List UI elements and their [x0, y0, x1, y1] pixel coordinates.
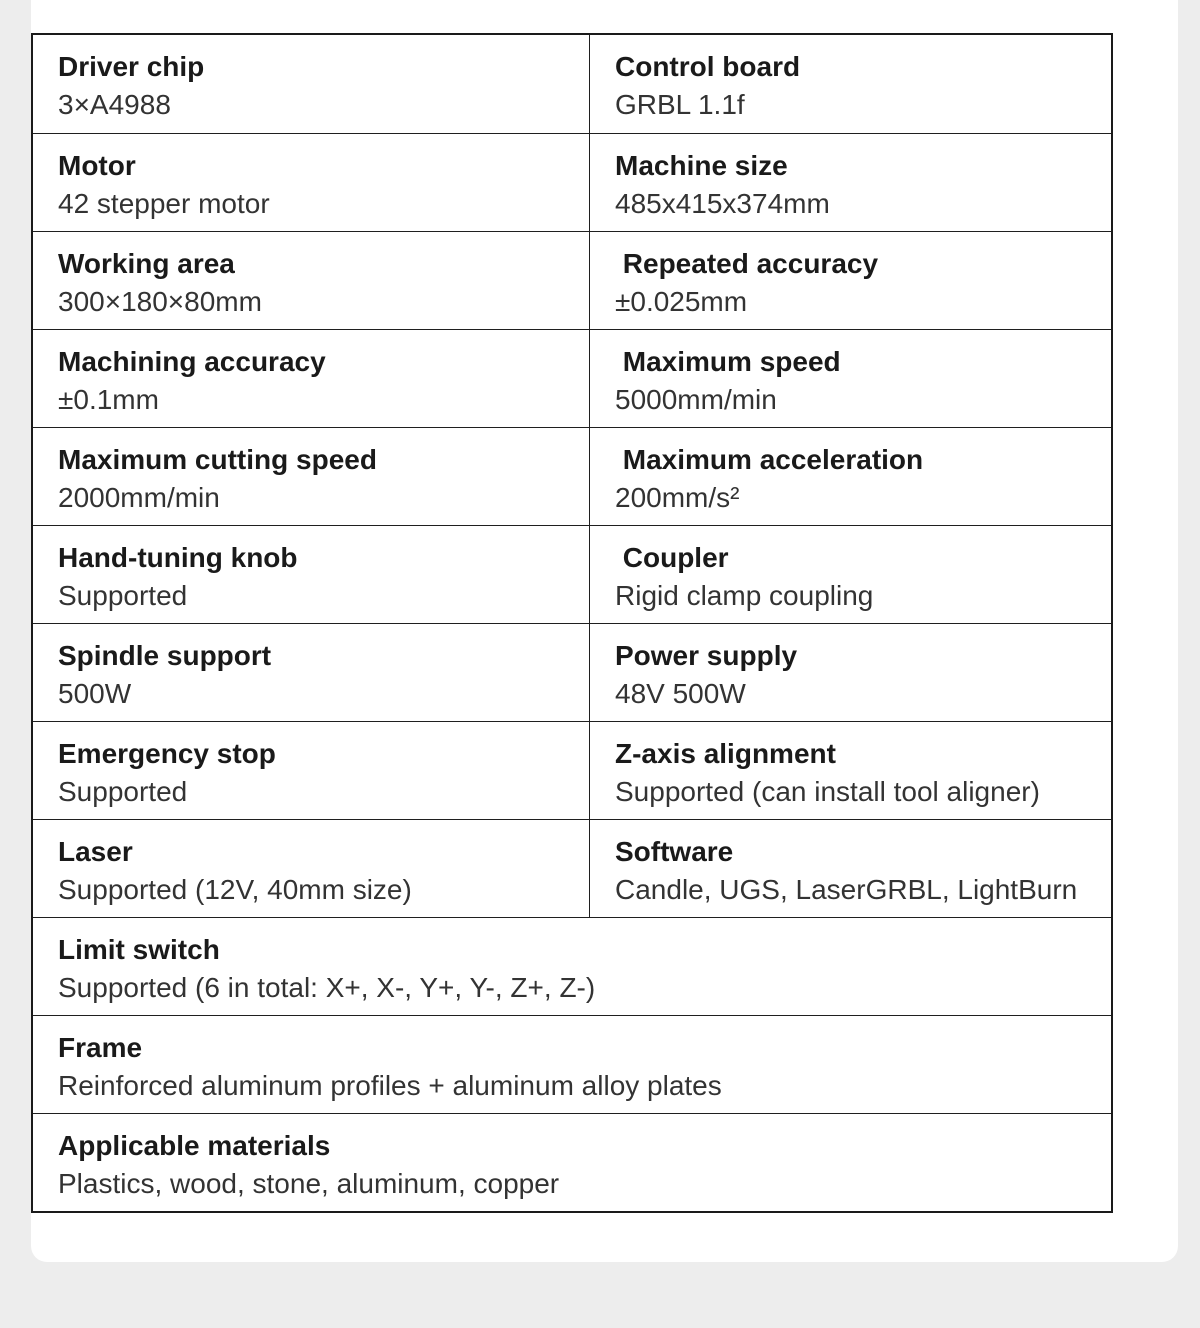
spec-value: Supported: [58, 580, 188, 611]
spec-label: Frame: [58, 1032, 143, 1063]
spec-label: Z-axis alignment: [615, 738, 836, 769]
spec-value: GRBL 1.1f: [615, 89, 745, 120]
table-row: [33, 329, 1111, 427]
spec-value: 485x415x374mm: [615, 188, 830, 219]
table-row: [33, 917, 1111, 1015]
spec-label: Machining accuracy: [58, 346, 326, 377]
spec-cell-frame: [33, 1016, 1111, 1113]
spec-label: Working area: [58, 248, 235, 279]
spec-value: Supported (12V, 40mm size): [58, 874, 412, 905]
spec-value: 200mm/s²: [615, 482, 740, 513]
spec-label: Repeated accuracy: [615, 248, 879, 279]
spec-label: Limit switch: [58, 934, 220, 965]
spec-cell-power-supply: [589, 624, 1111, 721]
spec-cell-limit-switch: [33, 918, 1111, 1015]
table-row: [33, 721, 1111, 819]
spec-cell-machining-accuracy: [33, 330, 589, 427]
spec-value: 3×A4988: [58, 89, 171, 120]
table-row: [33, 819, 1111, 917]
spec-value: Rigid clamp coupling: [615, 580, 874, 611]
spec-value: Supported (6 in total: X+, X-, Y+, Y-, Z+, Z-): [58, 972, 596, 1003]
spec-label: Maximum acceleration: [615, 444, 924, 475]
spec-cell-machine-size: [589, 134, 1111, 231]
spec-cell-driver-chip: [33, 35, 589, 133]
spec-cell-applicable-materials: [33, 1114, 1111, 1211]
spec-label: Spindle support: [58, 640, 272, 671]
spec-value: 300×180×80mm: [58, 286, 262, 317]
spec-value: ±0.025mm: [615, 286, 748, 317]
spec-label: Software: [615, 836, 734, 867]
spec-cell-laser: [33, 820, 589, 917]
spec-cell-control-board: [589, 35, 1111, 133]
spec-cell-motor: [33, 134, 589, 231]
spec-cell-coupler: [589, 526, 1111, 623]
spec-cell-emergency-stop: [33, 722, 589, 819]
spec-cell-repeated-accuracy: [589, 232, 1111, 329]
table-row: [33, 427, 1111, 525]
spec-cell-working-area: [33, 232, 589, 329]
spec-cell-maximum-cutting-speed: [33, 428, 589, 525]
spec-label: Control board: [615, 51, 801, 82]
table-row: [33, 525, 1111, 623]
spec-value: 500W: [58, 678, 132, 709]
spec-cell-hand-tuning-knob: [33, 526, 589, 623]
spec-table: [31, 33, 1113, 1213]
spec-label: Hand-tuning knob: [58, 542, 298, 573]
spec-cell-maximum-acceleration: [589, 428, 1111, 525]
spec-value: Supported: [58, 776, 188, 807]
table-row: [33, 1015, 1111, 1113]
spec-cell-z-axis-alignment: [589, 722, 1111, 819]
spec-label: Motor: [58, 150, 136, 181]
table-row: [33, 133, 1111, 231]
spec-cell-spindle-support: [33, 624, 589, 721]
spec-label: Emergency stop: [58, 738, 276, 769]
spec-label: Driver chip: [58, 51, 205, 82]
spec-label: Applicable materials: [58, 1130, 331, 1161]
spec-label: Power supply: [615, 640, 798, 671]
spec-cell-maximum-speed: [589, 330, 1111, 427]
table-row: [33, 623, 1111, 721]
spec-label: Machine size: [615, 150, 788, 181]
spec-value: 48V 500W: [615, 678, 746, 709]
spec-value: 2000mm/min: [58, 482, 220, 513]
table-row: [33, 35, 1111, 133]
spec-cell-software: [589, 820, 1111, 917]
table-row: [33, 1113, 1111, 1211]
spec-label: Maximum speed: [615, 346, 841, 377]
spec-value: Reinforced aluminum profiles + aluminum alloy plates: [58, 1070, 722, 1101]
spec-value: Supported (can install tool aligner): [615, 776, 1040, 807]
spec-label: Maximum cutting speed: [58, 444, 377, 475]
spec-value: 5000mm/min: [615, 384, 777, 415]
spec-label: Laser: [58, 836, 133, 867]
spec-label: Coupler: [615, 542, 729, 573]
spec-value: Candle, UGS, LaserGRBL, LightBurn: [615, 874, 1078, 905]
table-row: [33, 231, 1111, 329]
spec-value: Plastics, wood, stone, aluminum, copper: [58, 1168, 560, 1199]
spec-value: 42 stepper motor: [58, 188, 270, 219]
spec-value: ±0.1mm: [58, 384, 159, 415]
